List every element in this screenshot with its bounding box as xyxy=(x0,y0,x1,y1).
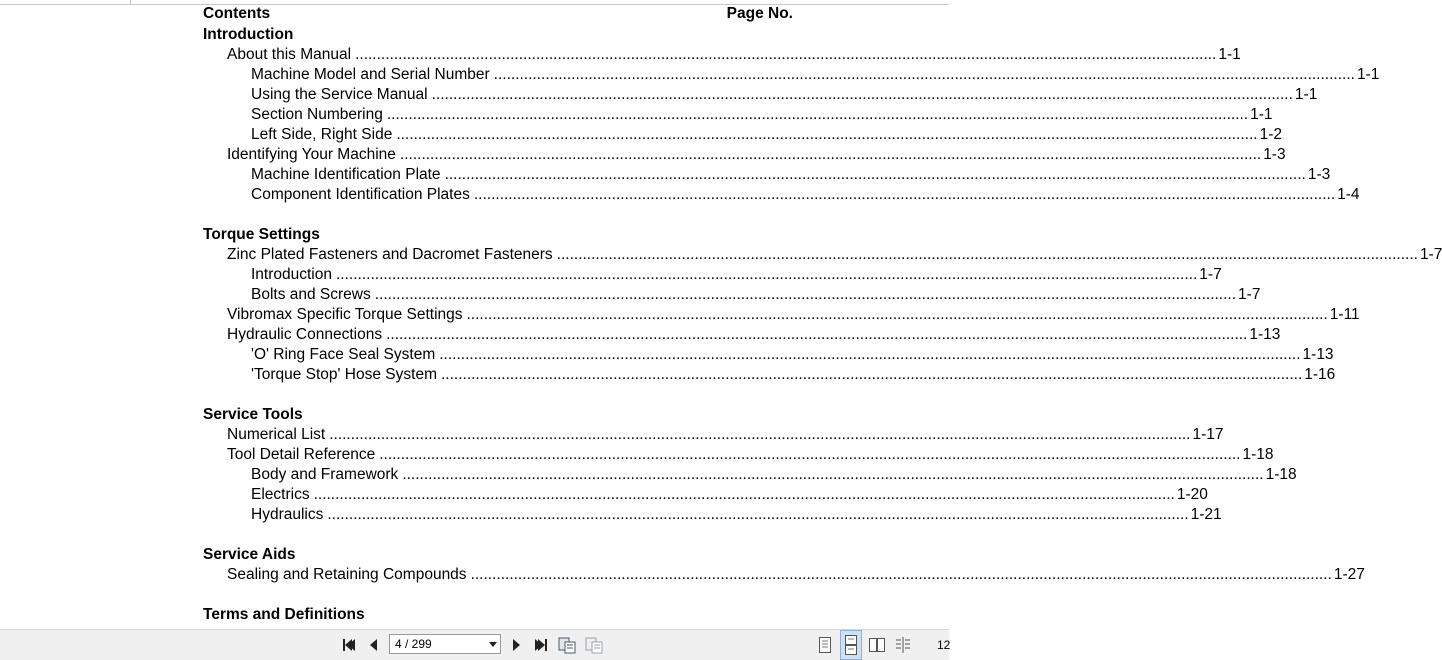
toc-entry xyxy=(203,145,1286,165)
text-select-icon xyxy=(894,636,912,654)
toc-entry-page: 1-2 xyxy=(1259,126,1282,143)
toc-entry-page: 1-11 xyxy=(1329,306,1360,323)
dot-leader: ........................................................................................................................................................................................................ xyxy=(327,506,1189,523)
dot-leader: ........................................................................................................................................................................................................ xyxy=(556,246,1418,263)
toc-entry-page: 1-4 xyxy=(1337,186,1360,203)
page-indicator: 4 / 299 xyxy=(395,637,432,651)
single-page-view-button[interactable] xyxy=(815,630,835,660)
toc-section-heading xyxy=(203,545,793,565)
prev-page-button[interactable] xyxy=(364,630,382,660)
toc-entry xyxy=(203,445,1274,465)
toc-entry-page: 1-16 xyxy=(1304,366,1336,383)
toc-entry xyxy=(203,425,1224,445)
toc-entry-title: Introduction xyxy=(251,266,332,283)
dot-leader: ........................................................................................................................................................................................................ xyxy=(379,446,1241,463)
last-page-button[interactable] xyxy=(532,630,550,660)
dot-leader: ........................................................................................................................................................................................................ xyxy=(402,466,1264,483)
last-page-icon xyxy=(534,638,548,652)
toc-entry-title: Section Numbering xyxy=(251,106,383,123)
toc-entry-page: 1-13 xyxy=(1302,346,1334,363)
toc-entry-page: 1-21 xyxy=(1190,506,1222,523)
toc-entry xyxy=(203,165,1331,185)
next-page-icon xyxy=(511,638,523,652)
toc-entry xyxy=(203,505,1222,525)
toc-entry-page: 1-1 xyxy=(1250,106,1273,123)
prev-page-icon xyxy=(367,638,379,652)
toc-entry-title: Numerical List xyxy=(227,426,326,443)
paste-icon xyxy=(585,636,603,654)
chevron-down-icon xyxy=(486,635,500,653)
dot-leader: ........................................................................................................................................................................................................ xyxy=(386,326,1248,343)
dot-leader: ........................................................................................................................................................................................................ xyxy=(336,266,1198,283)
toc-entry-title: Service Aids xyxy=(203,546,296,563)
toc-entry-title: Hydraulics xyxy=(251,506,324,523)
toc-entry xyxy=(203,485,1208,505)
toc-section-heading xyxy=(203,605,793,625)
toc-entry-title: Machine Identification Plate xyxy=(251,166,441,183)
toc-entry xyxy=(203,285,1261,305)
toc-entry-title: Service Tools xyxy=(203,406,303,423)
dot-leader: ........................................................................................................................................................................................................ xyxy=(473,186,1336,203)
dot-leader: ........................................................................................................................................................................................................ xyxy=(439,346,1301,363)
toc-entry-title: Bolts and Screws xyxy=(251,286,371,303)
dot-leader: ........................................................................................................................................................................................................ xyxy=(399,146,1262,163)
toc-entry-title: Torque Settings xyxy=(203,226,320,243)
dot-leader: ........................................................................................................................................................................................................ xyxy=(329,426,1191,443)
dot-leader: ........................................................................................................................................................................................................ xyxy=(440,366,1303,383)
paste-button[interactable] xyxy=(584,630,604,660)
single-page-icon xyxy=(818,636,832,654)
toc-entry-page: 1-1 xyxy=(1294,86,1318,103)
toc-entry xyxy=(203,125,1282,145)
contents-label: Contents xyxy=(203,5,271,22)
toc-entry-title: 'Torque Stop' Hose System xyxy=(251,366,437,383)
toc-entry xyxy=(203,85,1318,105)
zoom-level[interactable]: 12 xyxy=(937,638,951,652)
toc-entry xyxy=(203,325,1281,345)
toc-section-heading xyxy=(203,25,793,45)
toc-entry-title: Terms and Definitions xyxy=(203,606,365,623)
toc-entry-title: Tool Detail Reference xyxy=(227,446,376,463)
dot-leader: ........................................................................................................................................................................................................ xyxy=(493,66,1355,83)
dot-leader: ........................................................................................................................................................................................................ xyxy=(374,286,1237,303)
toc-entry-title: Vibromax Specific Torque Settings xyxy=(227,306,463,323)
first-page-icon xyxy=(342,638,356,652)
toc-entry-page: 1-20 xyxy=(1176,486,1208,503)
copy-icon xyxy=(558,636,576,654)
toc-entry-page: 1-13 xyxy=(1249,326,1281,343)
viewer-toolbar xyxy=(0,629,949,660)
toc-entry-page: 1-1 xyxy=(1356,66,1380,83)
toc-entry-title: Component Identification Plates xyxy=(251,186,470,203)
toc-entry-title: 'O' Ring Face Seal System xyxy=(251,346,436,363)
toc-section-heading xyxy=(203,405,793,425)
toc-entry-title: Body and Framework xyxy=(251,466,399,483)
toc-entry-page: 1-7 xyxy=(1238,286,1261,303)
toc-entry-title: Hydraulic Connections xyxy=(227,326,383,343)
toc-entry-page: 1-18 xyxy=(1242,446,1274,463)
dot-leader: ........................................................................................................................................................................................................ xyxy=(431,86,1293,103)
toc-entry-page: 1-7 xyxy=(1199,266,1222,283)
top-divider xyxy=(130,0,131,4)
toc-entry-title: About this Manual xyxy=(227,46,352,63)
toc-entry xyxy=(203,565,1365,585)
toc-entry-page: 1-7 xyxy=(1419,246,1442,263)
toc-entry-page: 1-3 xyxy=(1307,166,1331,183)
toc-entry xyxy=(203,465,1297,485)
toc-entry-title: Electrics xyxy=(251,486,310,503)
toc-entry-title: Introduction xyxy=(203,26,294,43)
continuous-page-icon xyxy=(844,635,858,655)
toc-entry-title: Zinc Plated Fasteners and Dacromet Fasteners xyxy=(227,246,553,263)
toc-entry-page: 1-27 xyxy=(1333,566,1365,583)
page-no-label: Page No. xyxy=(726,5,793,22)
toc-entry xyxy=(203,265,1222,285)
next-page-button[interactable] xyxy=(508,630,526,660)
first-page-button[interactable] xyxy=(340,630,358,660)
toc-entry xyxy=(203,365,1336,385)
toc-entry xyxy=(203,105,1273,125)
toc-entry-title: Sealing and Retaining Compounds xyxy=(227,566,467,583)
continuous-view-button[interactable] xyxy=(840,630,862,660)
toc-entry xyxy=(203,305,1360,325)
dot-leader: ........................................................................................................................................................................................................ xyxy=(470,566,1332,583)
toc-entry-page: 1-3 xyxy=(1263,146,1286,163)
toc-entry xyxy=(203,185,1360,205)
toc-section-heading xyxy=(203,225,793,245)
toc-entry-title: Machine Model and Serial Number xyxy=(251,66,490,83)
toc-entry-title: Using the Service Manual xyxy=(251,86,428,103)
toc-entry xyxy=(203,65,1380,85)
page-number-select[interactable] xyxy=(389,634,501,654)
text-select-button[interactable] xyxy=(892,630,914,660)
toc-entry xyxy=(203,45,1241,65)
toc-entry-title: Left Side, Right Side xyxy=(251,126,393,143)
toc-entry-title: Identifying Your Machine xyxy=(227,146,396,163)
dot-leader: ........................................................................................................................................................................................................ xyxy=(313,486,1175,503)
toc-entry-page: 1-17 xyxy=(1192,426,1224,443)
toc-entry-page: 1-18 xyxy=(1265,466,1297,483)
dot-leader: ........................................................................................................................................................................................................ xyxy=(355,46,1217,63)
toc-entry xyxy=(203,245,1442,265)
dot-leader: ........................................................................................................................................................................................................ xyxy=(444,166,1306,183)
copy-button[interactable] xyxy=(557,630,577,660)
toc-entry xyxy=(203,345,1334,365)
contents-header xyxy=(203,4,793,24)
dot-leader: ........................................................................................................................................................................................................ xyxy=(466,306,1328,323)
facing-pages-icon xyxy=(868,637,886,653)
toc-entry-page: 1-1 xyxy=(1218,46,1241,63)
dot-leader: ........................................................................................................................................................................................................ xyxy=(386,106,1249,123)
facing-pages-button[interactable] xyxy=(866,630,888,660)
dot-leader: ........................................................................................................................................................................................................ xyxy=(396,126,1258,143)
